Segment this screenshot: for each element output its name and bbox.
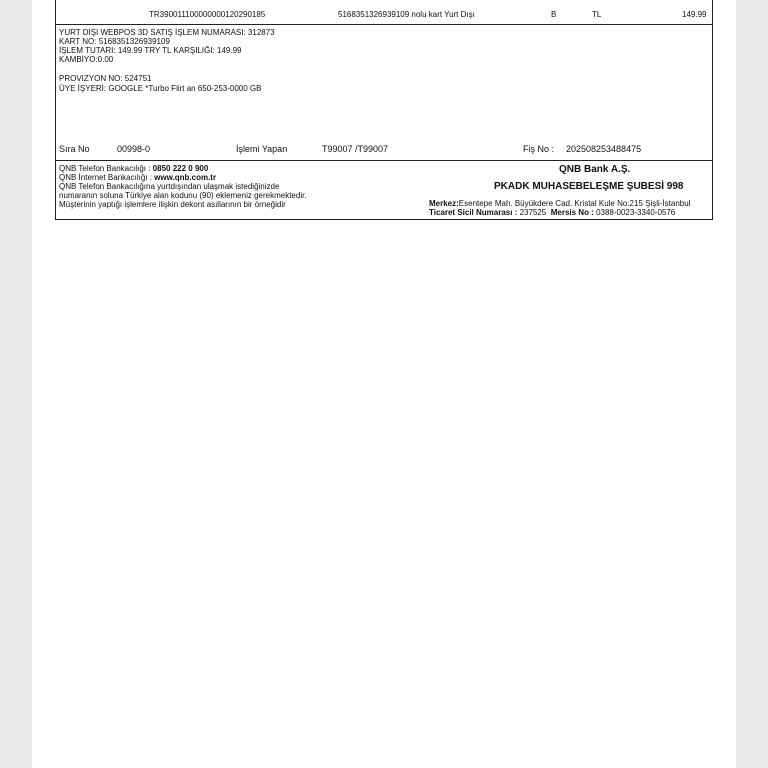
document-page <box>32 0 736 768</box>
transaction-type: B <box>551 10 557 19</box>
bank-name: QNB Bank A.Ş. <box>559 164 631 175</box>
web-line <box>59 173 216 182</box>
contact-note: QNB Telefon Bankacılığına yurtdışından ulaşmak istediğinizde <box>59 182 280 191</box>
iban: TR390011100000000120290185 <box>149 10 266 19</box>
amount: 149.99 <box>682 10 707 19</box>
fis-label: Fiş No : <box>523 144 555 154</box>
contact-note: Müşterinin yaptığı işlemlere ilişkin dekont asıllarının bir örneğidir <box>59 200 286 209</box>
sira-label: Sıra No <box>59 144 90 154</box>
web-value: www.qnb.com.tr <box>154 173 217 182</box>
branch-name: PKADK MUHASEBELEŞME ŞUBESİ 998 <box>494 181 684 192</box>
phone-value: 0850 222 0 900 <box>152 164 209 173</box>
islemi-value: T99007 /T99007 <box>322 144 389 154</box>
mersis-value: 0388-0023-3340-0576 <box>596 208 676 217</box>
detail-line: PROVIZYON NO: 524751 <box>59 74 152 83</box>
detail-line: İŞLEM TUTARI: 149.99 TRY TL KARŞILIĞI: 149.99 <box>59 46 242 55</box>
merkez-label: Merkez: <box>429 199 459 208</box>
mersis-label: Mersis No : <box>550 208 597 217</box>
islemi-label: İşlemi Yapan <box>236 144 288 154</box>
detail-line: ÜYE İŞYERİ: GOOGLE *Turbo Flirt an 650-253-0000 GB <box>59 84 262 93</box>
merkez-line <box>429 199 690 208</box>
receipt-box <box>55 0 713 220</box>
web-label: QNB İnternet Bankacılığı : <box>59 173 155 182</box>
detail-line: KART NO: 5168351326939109 <box>59 37 170 46</box>
phone-line <box>59 164 208 173</box>
card-description: 5168351326939109 nolu kart Yurt Dışı <box>338 10 475 19</box>
detail-line: KAMBİYO:0.00 <box>59 55 114 64</box>
contact-note: numaranın soluna Türkiye alan kodunu (90) eklemeniz gerekmektedir. <box>59 191 307 200</box>
divider <box>56 160 712 161</box>
detail-line: YURT DIŞI WEBPOS 3D SATIŞ İŞLEM NUMARASI: 312873 <box>59 28 275 37</box>
fis-value: 202508253488475 <box>566 144 642 154</box>
merkez-value: Esentepe Mah. Büyükdere Cad. Kristal Kule No:215 Şişli-İstanbul <box>458 199 691 208</box>
divider <box>56 24 712 25</box>
currency: TL <box>592 10 602 19</box>
registry-line <box>429 208 675 217</box>
phone-label: QNB Telefon Bankacılığı : <box>59 164 153 173</box>
sicil-label: Ticaret Sicil Numarası : <box>429 208 520 217</box>
sira-value: 00998-0 <box>117 144 151 154</box>
sicil-value: 237525 <box>519 208 547 217</box>
